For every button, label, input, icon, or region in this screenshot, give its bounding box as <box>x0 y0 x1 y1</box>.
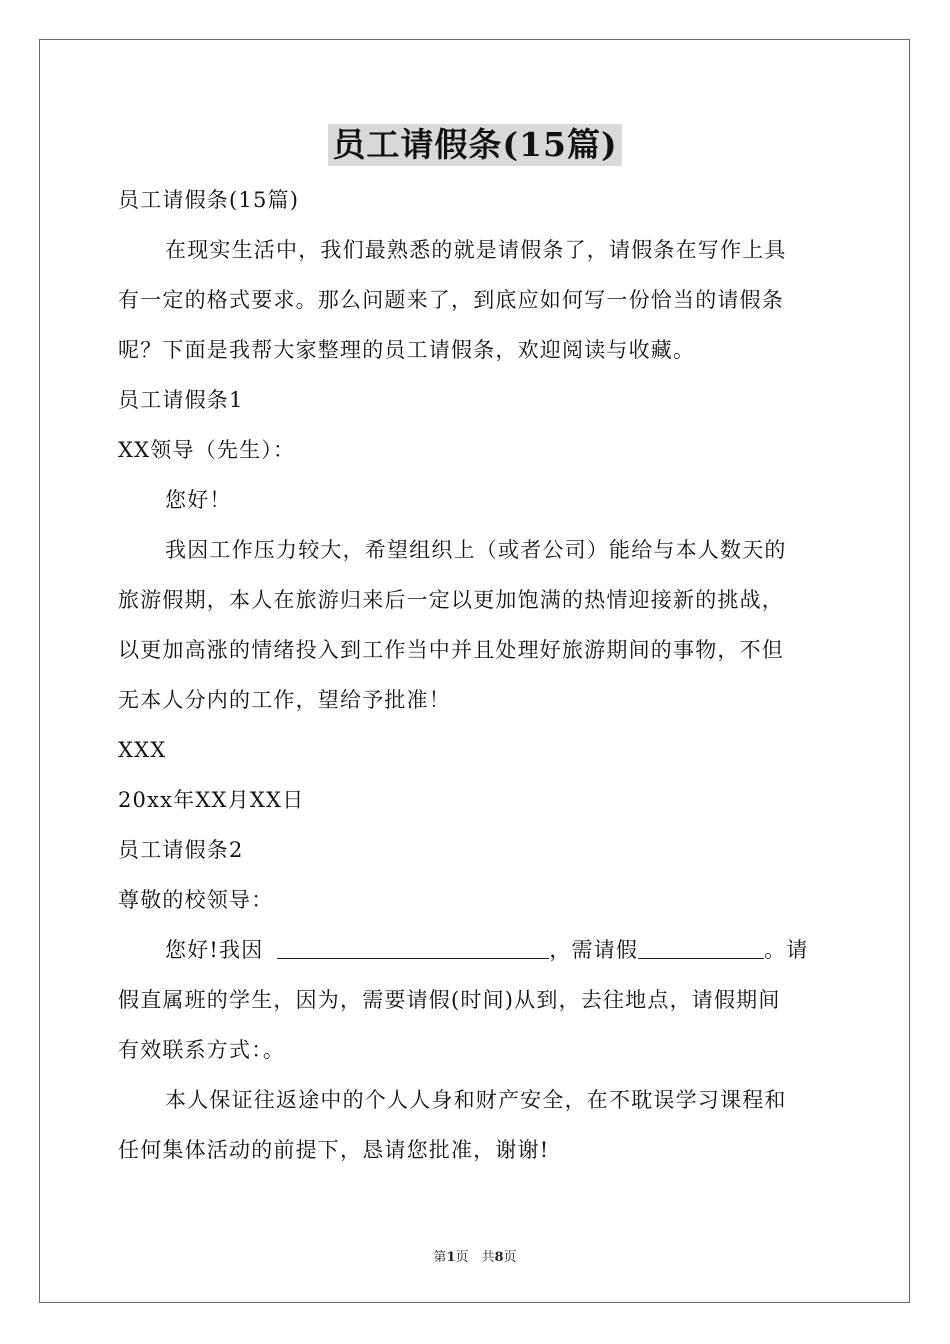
letter2-body2-2: 任何集体活动的前提下，恳请您批准，谢谢! <box>118 1138 550 1162</box>
subtitle: 员工请假条(15篇) <box>118 188 300 212</box>
letter1-greeting: 您好！ <box>165 488 232 512</box>
letter1-body-4: 无本人分内的工作，望给予批准！ <box>118 688 451 712</box>
letter1-body-3: 以更加高涨的情绪投入到工作当中并且处理好旅游期间的事物，不但 <box>118 638 784 662</box>
footer-prefix: 第 <box>433 1250 447 1265</box>
letter2-line-1 <box>165 936 809 964</box>
intro-line-1: 在现实生活中，我们最熟悉的就是请假条了，请假条在写作上具 <box>165 238 787 262</box>
duration-blank <box>638 936 764 959</box>
footer-mid: 页 共 <box>455 1250 495 1265</box>
intro-line-2: 有一定的格式要求。那么问题来了，到底应如何写一份恰当的请假条 <box>118 288 784 312</box>
letter2-line1-start: 您好!我因 <box>165 938 264 962</box>
footer-suffix: 页 <box>503 1250 517 1265</box>
letter2-salutation: 尊敬的校领导： <box>118 888 274 912</box>
page-footer <box>0 1246 950 1265</box>
document-title: 员工请假条(15篇) <box>328 124 621 166</box>
letter2-line1-mid: ，需请假 <box>549 938 639 962</box>
letter1-signature: XXX <box>118 738 167 762</box>
intro-line-3: 呢？下面是我帮大家整理的员工请假条，欢迎阅读与收藏。 <box>118 338 696 362</box>
letter1-salutation: XX领导（先生）： <box>118 438 296 462</box>
letter1-body-1: 我因工作压力较大，希望组织上（或者公司）能给与本人数天的 <box>165 538 787 562</box>
footer-page-number: 1 <box>446 1250 456 1265</box>
footer-total-pages: 8 <box>494 1250 504 1265</box>
letter1-body-2: 旅游假期，本人在旅游归来后一定以更加饱满的热情迎接新的挑战， <box>118 588 784 612</box>
letter2-body-1: 假直属班的学生，因为，需要请假(时间)从到，去往地点，请假期间 <box>118 988 781 1012</box>
letter2-heading: 员工请假条2 <box>118 838 244 862</box>
letter2-body2-1: 本人保证往返途中的个人人身和财产安全，在不耽误学习课程和 <box>165 1088 787 1112</box>
letter2-body-2: 有效联系方式：。 <box>118 1038 286 1062</box>
title-container <box>0 124 950 166</box>
letter1-heading: 员工请假条1 <box>118 388 244 412</box>
letter2-line1-end: 。请 <box>764 938 809 962</box>
reason-blank <box>277 936 549 959</box>
letter1-date: 20xx年XX月XX日 <box>118 788 305 812</box>
